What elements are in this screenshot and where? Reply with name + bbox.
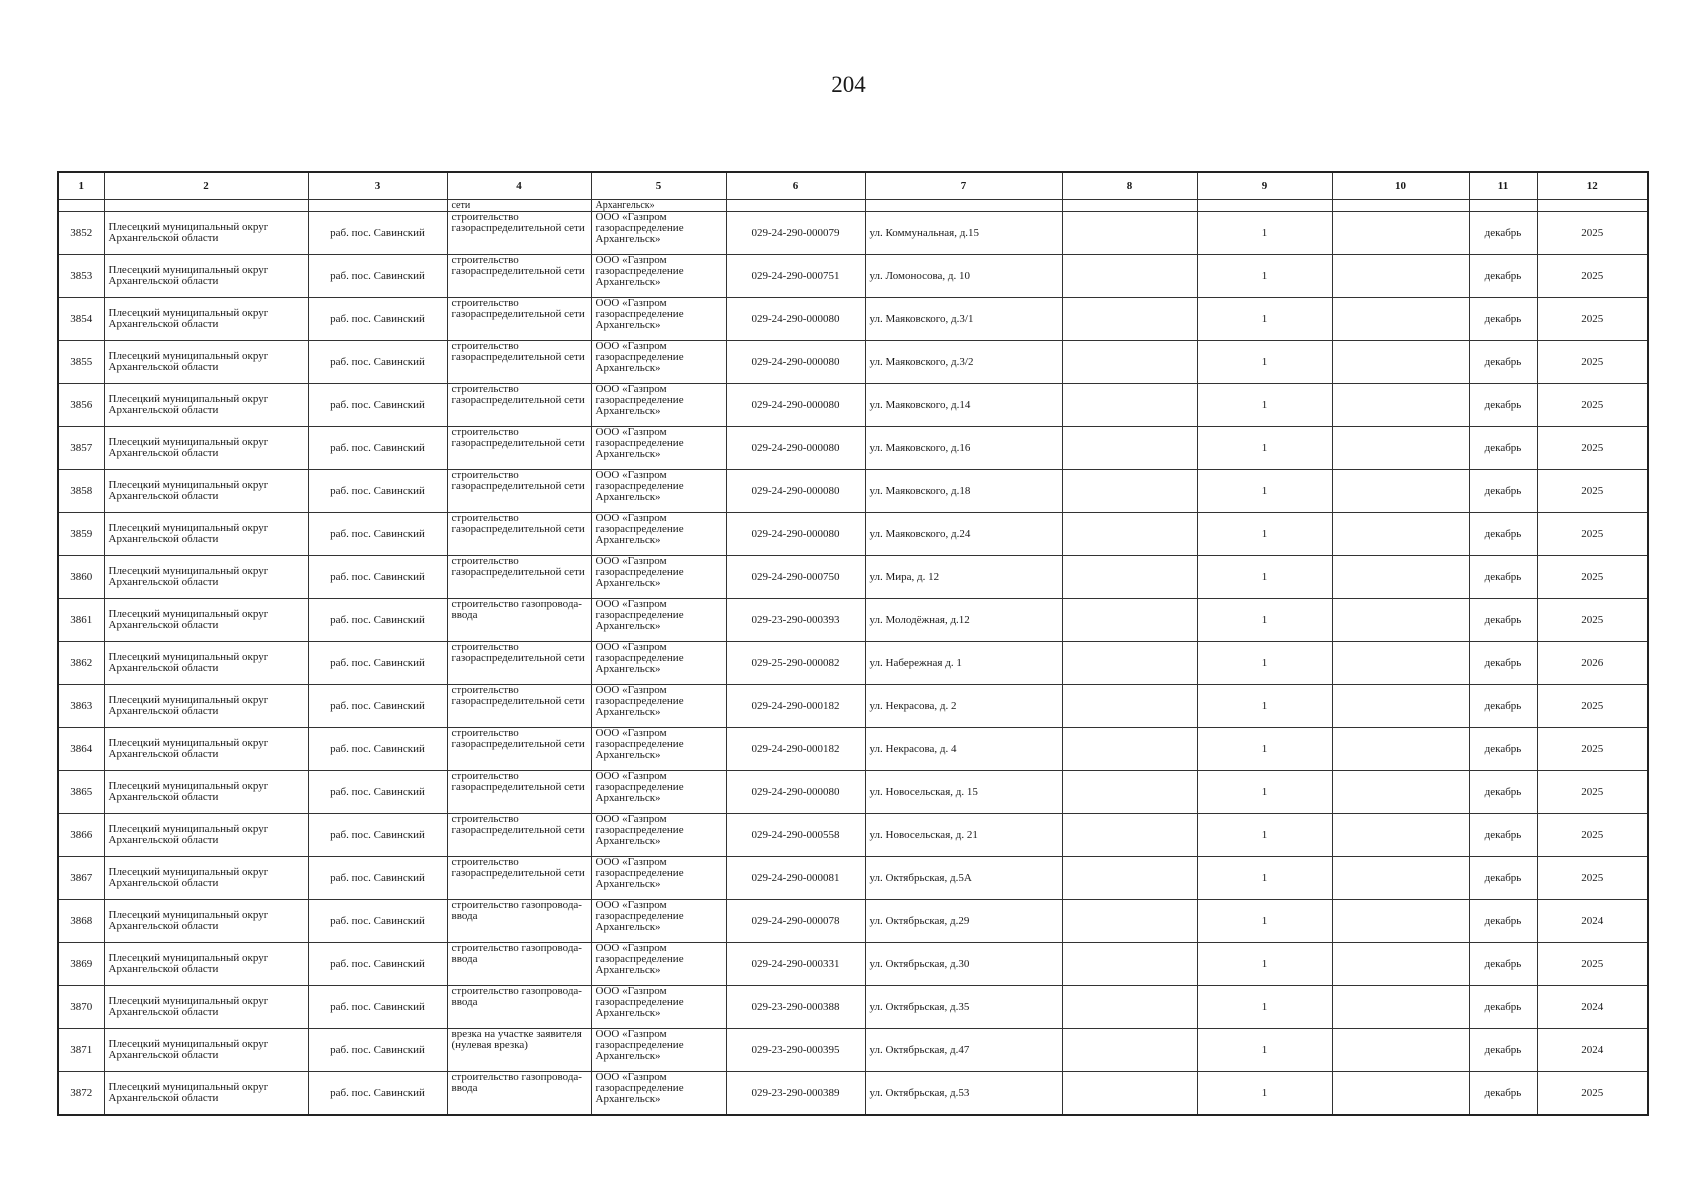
cell-col-10	[1332, 513, 1469, 556]
cell-row-number: 3862	[58, 642, 104, 685]
cell-municipality: Плесецкий муниципальный округ Архангельской области	[104, 642, 308, 685]
cell-quantity: 1	[1197, 513, 1332, 556]
cell-address: ул. Маяковского, д.14	[865, 384, 1062, 427]
cell-year: 2025	[1537, 814, 1648, 857]
cell-month: декабрь	[1469, 685, 1537, 728]
cell-col-8	[1062, 814, 1197, 857]
cell-quantity: 1	[1197, 298, 1332, 341]
cell-row-number: 3870	[58, 986, 104, 1029]
cell-col-10	[1332, 212, 1469, 255]
cell-locality: раб. пос. Савинский	[308, 814, 447, 857]
cell-application-code: 029-24-290-000078	[726, 900, 865, 943]
cell-year: 2025	[1537, 1072, 1648, 1116]
cell-work-type: строительство газораспределительной сети	[447, 384, 591, 427]
cell-municipality: Плесецкий муниципальный округ Архангельской области	[104, 556, 308, 599]
cell-address: ул. Октябрьская, д.35	[865, 986, 1062, 1029]
cell-application-code: 029-24-290-000080	[726, 771, 865, 814]
cell-municipality: Плесецкий муниципальный округ Архангельской области	[104, 943, 308, 986]
cell-quantity: 1	[1197, 255, 1332, 298]
table-row	[58, 255, 1648, 298]
cell-application-code: 029-24-290-000080	[726, 298, 865, 341]
cell-application-code: 029-23-290-000388	[726, 986, 865, 1029]
cell-row-number: 3853	[58, 255, 104, 298]
cell-col-10	[1332, 814, 1469, 857]
cell-organization: ООО «Газпром газораспределение Архангельск»	[591, 1072, 726, 1116]
cell-row-number: 3864	[58, 728, 104, 771]
cell-year: 2025	[1537, 255, 1648, 298]
cell-year: 2025	[1537, 298, 1648, 341]
col-header-3: 3	[308, 172, 447, 200]
col-header-10: 10	[1332, 172, 1469, 200]
cell-quantity: 1	[1197, 771, 1332, 814]
cell-year: 2025	[1537, 513, 1648, 556]
cell-application-code: 029-24-290-000080	[726, 513, 865, 556]
cell-municipality: Плесецкий муниципальный округ Архангельской области	[104, 341, 308, 384]
col-header-1: 1	[58, 172, 104, 200]
cell-address: ул. Маяковского, д.24	[865, 513, 1062, 556]
cell-application-code: 029-24-290-000558	[726, 814, 865, 857]
cell-application-code: 029-24-290-000751	[726, 255, 865, 298]
cell-work-type: строительство газопровода-ввода	[447, 900, 591, 943]
cell-municipality: Плесецкий муниципальный округ Архангельской области	[104, 1072, 308, 1116]
cell-application-code: 029-23-290-000389	[726, 1072, 865, 1116]
cell-col-8	[1062, 470, 1197, 513]
table-row	[58, 728, 1648, 771]
cell-municipality: Плесецкий муниципальный округ Архангельской области	[104, 986, 308, 1029]
cell-address: ул. Коммунальная, д.15	[865, 212, 1062, 255]
cell-locality: раб. пос. Савинский	[308, 513, 447, 556]
cell-organization: ООО «Газпром газораспределение Архангельск»	[591, 599, 726, 642]
cell-col-10	[1332, 857, 1469, 900]
cell-application-code: 029-24-290-000081	[726, 857, 865, 900]
cell-organization: ООО «Газпром газораспределение Архангельск»	[591, 427, 726, 470]
cell-locality: раб. пос. Савинский	[308, 470, 447, 513]
cell-municipality: Плесецкий муниципальный округ Архангельской области	[104, 513, 308, 556]
cell-application-code: 029-24-290-000182	[726, 685, 865, 728]
cell-locality: раб. пос. Савинский	[308, 943, 447, 986]
cell-row-number: 3872	[58, 1072, 104, 1116]
table-row	[58, 599, 1648, 642]
cell-quantity: 1	[1197, 857, 1332, 900]
cell-quantity: 1	[1197, 384, 1332, 427]
cell-work-type: строительство газораспределительной сети	[447, 427, 591, 470]
table-row	[58, 427, 1648, 470]
cell-month: декабрь	[1469, 470, 1537, 513]
cell-row-number: 3871	[58, 1029, 104, 1072]
cell-month: декабрь	[1469, 298, 1537, 341]
cell-application-code: 029-24-290-000750	[726, 556, 865, 599]
cell-col-8	[1062, 1029, 1197, 1072]
cell-application-code: 029-24-290-000079	[726, 212, 865, 255]
cell-address: ул. Октябрьская, д.5А	[865, 857, 1062, 900]
col-header-8: 8	[1062, 172, 1197, 200]
cell-locality: раб. пос. Савинский	[308, 685, 447, 728]
cell-municipality: Плесецкий муниципальный округ Архангельской области	[104, 771, 308, 814]
cell-locality: раб. пос. Савинский	[308, 556, 447, 599]
cell-application-code: 029-24-290-000331	[726, 943, 865, 986]
cell-municipality: Плесецкий муниципальный округ Архангельской области	[104, 728, 308, 771]
cell-row-number: 3869	[58, 943, 104, 986]
cell-month: декабрь	[1469, 513, 1537, 556]
table-row	[58, 513, 1648, 556]
cell-municipality: Плесецкий муниципальный округ Архангельской области	[104, 384, 308, 427]
cell-row-number: 3867	[58, 857, 104, 900]
cell-year: 2025	[1537, 212, 1648, 255]
cell-locality: раб. пос. Савинский	[308, 728, 447, 771]
cell-organization: ООО «Газпром газораспределение Архангельск»	[591, 814, 726, 857]
cell-year: 2025	[1537, 470, 1648, 513]
cell-quantity: 1	[1197, 1072, 1332, 1116]
cell-quantity: 1	[1197, 943, 1332, 986]
cell-municipality: Плесецкий муниципальный округ Архангельской области	[104, 427, 308, 470]
cell-month: декабрь	[1469, 1029, 1537, 1072]
cell-month: декабрь	[1469, 384, 1537, 427]
table-row	[58, 470, 1648, 513]
continuation-row	[58, 200, 1648, 212]
cell-locality: раб. пос. Савинский	[308, 900, 447, 943]
cell-year: 2025	[1537, 341, 1648, 384]
cell-locality: раб. пос. Савинский	[308, 1072, 447, 1116]
register-table	[57, 171, 1649, 1116]
cell-work-type: строительство газораспределительной сети	[447, 642, 591, 685]
cell-work-type: строительство газораспределительной сети	[447, 728, 591, 771]
cell-col-8	[1062, 427, 1197, 470]
table-row	[58, 341, 1648, 384]
cell-col-10	[1332, 943, 1469, 986]
cell-month: декабрь	[1469, 341, 1537, 384]
cell-month: декабрь	[1469, 255, 1537, 298]
cell-municipality: Плесецкий муниципальный округ Архангельской области	[104, 470, 308, 513]
cell-organization: ООО «Газпром газораспределение Архангельск»	[591, 470, 726, 513]
cell-col-10	[1332, 470, 1469, 513]
cell-address: ул. Некрасова, д. 4	[865, 728, 1062, 771]
col-header-5: 5	[591, 172, 726, 200]
cell-col-8	[1062, 212, 1197, 255]
cell-address: ул. Маяковского, д.3/2	[865, 341, 1062, 384]
table-row	[58, 685, 1648, 728]
cell-col-10	[1332, 1072, 1469, 1116]
cell-organization: ООО «Газпром газораспределение Архангельск»	[591, 642, 726, 685]
cell-year: 2025	[1537, 943, 1648, 986]
col-header-4: 4	[447, 172, 591, 200]
cell-work-type: строительство газораспределительной сети	[447, 341, 591, 384]
cell-locality: раб. пос. Савинский	[308, 986, 447, 1029]
cell-organization: ООО «Газпром газораспределение Архангельск»	[591, 685, 726, 728]
cell-application-code: 029-24-290-000080	[726, 427, 865, 470]
cell-year: 2025	[1537, 857, 1648, 900]
cell-year: 2025	[1537, 599, 1648, 642]
cell-work-type: строительство газораспределительной сети	[447, 470, 591, 513]
cont-work: сети	[447, 200, 591, 212]
col-header-7: 7	[865, 172, 1062, 200]
cell-address: ул. Октябрьская, д.53	[865, 1072, 1062, 1116]
cell-locality: раб. пос. Савинский	[308, 599, 447, 642]
cell-quantity: 1	[1197, 599, 1332, 642]
cell-application-code: 029-24-290-000080	[726, 470, 865, 513]
cell-col-8	[1062, 857, 1197, 900]
cell-municipality: Плесецкий муниципальный округ Архангельской области	[104, 814, 308, 857]
cell-col-10	[1332, 1029, 1469, 1072]
header-row	[58, 172, 1648, 200]
cell-month: декабрь	[1469, 642, 1537, 685]
cell-year: 2024	[1537, 900, 1648, 943]
cell-address: ул. Октябрьская, д.30	[865, 943, 1062, 986]
cell-address: ул. Маяковского, д.18	[865, 470, 1062, 513]
cell-work-type: строительство газораспределительной сети	[447, 814, 591, 857]
cell-locality: раб. пос. Савинский	[308, 427, 447, 470]
cell-col-8	[1062, 685, 1197, 728]
cell-locality: раб. пос. Савинский	[308, 384, 447, 427]
cell-work-type: строительство газопровода-ввода	[447, 599, 591, 642]
cell-month: декабрь	[1469, 857, 1537, 900]
cell-locality: раб. пос. Савинский	[308, 341, 447, 384]
cell-col-8	[1062, 341, 1197, 384]
col-header-12: 12	[1537, 172, 1648, 200]
table-row	[58, 556, 1648, 599]
cell-quantity: 1	[1197, 1029, 1332, 1072]
cell-month: декабрь	[1469, 814, 1537, 857]
cell-col-10	[1332, 900, 1469, 943]
cell-quantity: 1	[1197, 341, 1332, 384]
cell-organization: ООО «Газпром газораспределение Архангельск»	[591, 298, 726, 341]
cell-col-8	[1062, 943, 1197, 986]
cell-col-10	[1332, 599, 1469, 642]
cell-work-type: строительство газопровода-ввода	[447, 1072, 591, 1116]
cell-work-type: строительство газораспределительной сети	[447, 857, 591, 900]
cell-col-10	[1332, 728, 1469, 771]
cell-col-10	[1332, 255, 1469, 298]
cell-col-8	[1062, 556, 1197, 599]
cell-month: декабрь	[1469, 1072, 1537, 1116]
cell-month: декабрь	[1469, 599, 1537, 642]
cell-quantity: 1	[1197, 685, 1332, 728]
cell-row-number: 3858	[58, 470, 104, 513]
cell-row-number: 3868	[58, 900, 104, 943]
cell-row-number: 3859	[58, 513, 104, 556]
cell-application-code: 029-24-290-000080	[726, 384, 865, 427]
cell-address: ул. Новосельская, д. 15	[865, 771, 1062, 814]
cell-organization: ООО «Газпром газораспределение Архангельск»	[591, 212, 726, 255]
cell-col-10	[1332, 341, 1469, 384]
col-header-9: 9	[1197, 172, 1332, 200]
table-row	[58, 1029, 1648, 1072]
cell-work-type: строительство газораспределительной сети	[447, 255, 591, 298]
cell-organization: ООО «Газпром газораспределение Архангельск»	[591, 556, 726, 599]
cell-address: ул. Набережная д. 1	[865, 642, 1062, 685]
table-row	[58, 857, 1648, 900]
cell-locality: раб. пос. Савинский	[308, 255, 447, 298]
cell-month: декабрь	[1469, 900, 1537, 943]
cell-organization: ООО «Газпром газораспределение Архангельск»	[591, 857, 726, 900]
cell-municipality: Плесецкий муниципальный округ Архангельской области	[104, 298, 308, 341]
page-number: 204	[831, 72, 866, 97]
cell-quantity: 1	[1197, 728, 1332, 771]
cell-locality: раб. пос. Савинский	[308, 857, 447, 900]
cell-work-type: строительство газораспределительной сети	[447, 298, 591, 341]
cell-municipality: Плесецкий муниципальный округ Архангельской области	[104, 212, 308, 255]
cell-organization: ООО «Газпром газораспределение Архангельск»	[591, 513, 726, 556]
cell-quantity: 1	[1197, 642, 1332, 685]
cell-month: декабрь	[1469, 728, 1537, 771]
cell-col-8	[1062, 384, 1197, 427]
cell-organization: ООО «Газпром газораспределение Архангельск»	[591, 986, 726, 1029]
cell-col-8	[1062, 255, 1197, 298]
cell-quantity: 1	[1197, 556, 1332, 599]
table-row	[58, 642, 1648, 685]
cell-organization: ООО «Газпром газораспределение Архангельск»	[591, 384, 726, 427]
cell-col-8	[1062, 900, 1197, 943]
cell-organization: ООО «Газпром газораспределение Архангельск»	[591, 900, 726, 943]
cell-work-type: строительство газораспределительной сети	[447, 685, 591, 728]
col-header-11: 11	[1469, 172, 1537, 200]
cell-work-type: строительство газопровода-ввода	[447, 986, 591, 1029]
cell-address: ул. Ломоносова, д. 10	[865, 255, 1062, 298]
cell-quantity: 1	[1197, 900, 1332, 943]
cell-quantity: 1	[1197, 470, 1332, 513]
cell-address: ул. Маяковского, д.16	[865, 427, 1062, 470]
cell-row-number: 3857	[58, 427, 104, 470]
table-row	[58, 212, 1648, 255]
cell-col-10	[1332, 556, 1469, 599]
cell-address: ул. Маяковского, д.3/1	[865, 298, 1062, 341]
cell-work-type: строительство газораспределительной сети	[447, 771, 591, 814]
cell-month: декабрь	[1469, 771, 1537, 814]
col-header-2: 2	[104, 172, 308, 200]
cell-col-8	[1062, 771, 1197, 814]
cell-row-number: 3856	[58, 384, 104, 427]
cell-address: ул. Октябрьская, д.29	[865, 900, 1062, 943]
cell-municipality: Плесецкий муниципальный округ Архангельской области	[104, 685, 308, 728]
cell-work-type: строительство газораспределительной сети	[447, 513, 591, 556]
cell-locality: раб. пос. Савинский	[308, 212, 447, 255]
table-row	[58, 384, 1648, 427]
cell-year: 2025	[1537, 728, 1648, 771]
cell-month: декабрь	[1469, 427, 1537, 470]
cell-locality: раб. пос. Савинский	[308, 642, 447, 685]
cell-col-8	[1062, 728, 1197, 771]
cell-work-type: строительство газораспределительной сети	[447, 212, 591, 255]
cell-year: 2025	[1537, 556, 1648, 599]
table-row	[58, 1072, 1648, 1116]
cell-month: декабрь	[1469, 556, 1537, 599]
cell-organization: ООО «Газпром газораспределение Архангельск»	[591, 728, 726, 771]
table-row	[58, 943, 1648, 986]
table-row	[58, 771, 1648, 814]
cell-row-number: 3861	[58, 599, 104, 642]
cell-col-10	[1332, 427, 1469, 470]
cell-col-8	[1062, 642, 1197, 685]
cell-year: 2025	[1537, 685, 1648, 728]
cell-row-number: 3865	[58, 771, 104, 814]
cell-row-number: 3860	[58, 556, 104, 599]
cell-organization: ООО «Газпром газораспределение Архангельск»	[591, 255, 726, 298]
cont-org: Архангельск»	[591, 200, 726, 212]
cell-address: ул. Октябрьская, д.47	[865, 1029, 1062, 1072]
cell-col-8	[1062, 298, 1197, 341]
cell-locality: раб. пос. Савинский	[308, 771, 447, 814]
cell-application-code: 029-25-290-000082	[726, 642, 865, 685]
cell-year: 2024	[1537, 1029, 1648, 1072]
cell-address: ул. Некрасова, д. 2	[865, 685, 1062, 728]
cell-quantity: 1	[1197, 986, 1332, 1029]
cell-address: ул. Мира, д. 12	[865, 556, 1062, 599]
cell-application-code: 029-23-290-000393	[726, 599, 865, 642]
table-row	[58, 900, 1648, 943]
cell-locality: раб. пос. Савинский	[308, 298, 447, 341]
cell-year: 2025	[1537, 384, 1648, 427]
cell-year: 2025	[1537, 771, 1648, 814]
cell-work-type: строительство газопровода-ввода	[447, 943, 591, 986]
cell-col-8	[1062, 513, 1197, 556]
cell-col-10	[1332, 384, 1469, 427]
cell-year: 2026	[1537, 642, 1648, 685]
cell-quantity: 1	[1197, 427, 1332, 470]
cell-organization: ООО «Газпром газораспределение Архангельск»	[591, 341, 726, 384]
col-header-6: 6	[726, 172, 865, 200]
cell-col-10	[1332, 298, 1469, 341]
cell-address: ул. Молодёжная, д.12	[865, 599, 1062, 642]
cell-municipality: Плесецкий муниципальный округ Архангельской области	[104, 900, 308, 943]
cell-row-number: 3855	[58, 341, 104, 384]
cell-application-code: 029-24-290-000080	[726, 341, 865, 384]
cell-locality: раб. пос. Савинский	[308, 1029, 447, 1072]
table-row	[58, 814, 1648, 857]
cell-work-type: строительство газораспределительной сети	[447, 556, 591, 599]
cell-col-8	[1062, 1072, 1197, 1116]
cell-col-10	[1332, 642, 1469, 685]
cell-row-number: 3852	[58, 212, 104, 255]
cell-application-code: 029-24-290-000182	[726, 728, 865, 771]
cell-municipality: Плесецкий муниципальный округ Архангельской области	[104, 857, 308, 900]
cell-row-number: 3863	[58, 685, 104, 728]
cell-municipality: Плесецкий муниципальный округ Архангельской области	[104, 1029, 308, 1072]
cell-application-code: 029-23-290-000395	[726, 1029, 865, 1072]
cell-year: 2024	[1537, 986, 1648, 1029]
cell-address: ул. Новосельская, д. 21	[865, 814, 1062, 857]
cell-row-number: 3866	[58, 814, 104, 857]
table-row	[58, 986, 1648, 1029]
cell-quantity: 1	[1197, 814, 1332, 857]
cell-col-10	[1332, 685, 1469, 728]
cell-col-10	[1332, 771, 1469, 814]
cell-work-type: врезка на участке заявителя (нулевая врезка)	[447, 1029, 591, 1072]
cell-month: декабрь	[1469, 986, 1537, 1029]
cell-year: 2025	[1537, 427, 1648, 470]
table-row	[58, 298, 1648, 341]
cell-organization: ООО «Газпром газораспределение Архангельск»	[591, 943, 726, 986]
cell-month: декабрь	[1469, 943, 1537, 986]
cell-municipality: Плесецкий муниципальный округ Архангельской области	[104, 599, 308, 642]
cell-col-10	[1332, 986, 1469, 1029]
cell-row-number: 3854	[58, 298, 104, 341]
cell-col-8	[1062, 599, 1197, 642]
cell-municipality: Плесецкий муниципальный округ Архангельской области	[104, 255, 308, 298]
cell-col-8	[1062, 986, 1197, 1029]
cell-month: декабрь	[1469, 212, 1537, 255]
cell-organization: ООО «Газпром газораспределение Архангельск»	[591, 771, 726, 814]
cell-quantity: 1	[1197, 212, 1332, 255]
cell-organization: ООО «Газпром газораспределение Архангельск»	[591, 1029, 726, 1072]
